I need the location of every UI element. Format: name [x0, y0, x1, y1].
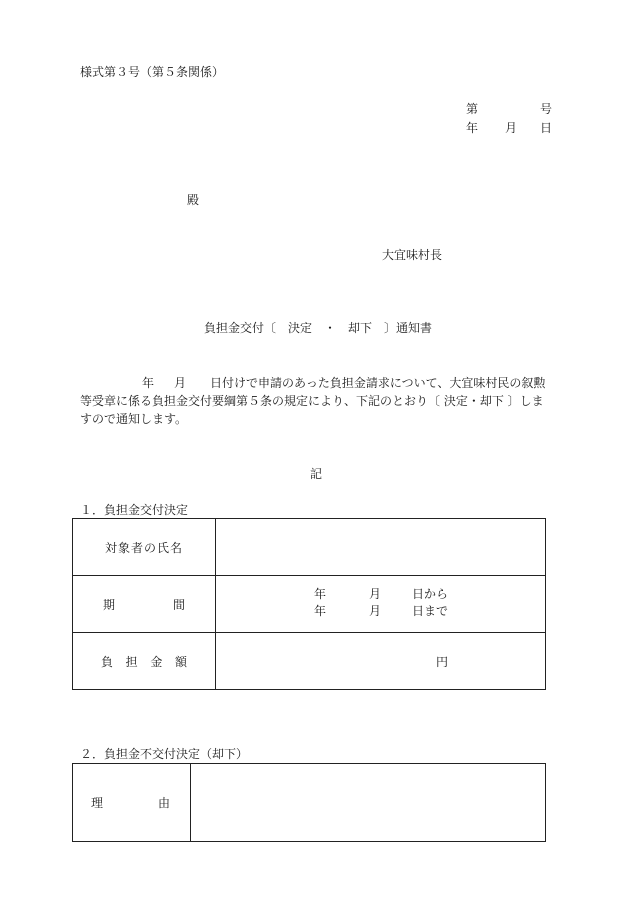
doc-number-suffix: 号	[540, 102, 553, 116]
amount-label-3: 金	[150, 654, 163, 669]
date-day: 日	[540, 121, 553, 135]
section2-heading: ２．負担金不交付決定（却下）	[80, 747, 249, 761]
section1-heading: １．負担金交付決定	[80, 503, 189, 517]
period-value-cell[interactable]	[216, 576, 546, 633]
amount-label-cell	[73, 633, 216, 690]
amount-label-1: 負	[101, 654, 114, 669]
reason-label-1: 理	[91, 796, 104, 810]
amount-row	[73, 633, 546, 690]
period-start-line	[314, 586, 554, 603]
period-end-year: 年	[314, 604, 327, 618]
period-label-1: 期	[103, 597, 116, 612]
body-date-year: 年	[142, 376, 155, 390]
amount-label-2: 担	[125, 654, 138, 669]
period-row	[73, 576, 546, 633]
period-label-cell	[73, 576, 216, 633]
amount-unit: 円	[436, 655, 449, 669]
period-end-line	[314, 603, 554, 620]
date-month: 月	[505, 121, 518, 135]
period-end-day: 日まで	[412, 604, 449, 618]
amount-label-4: 額	[174, 654, 187, 669]
document-title: 負担金交付〔 決定 ・ 却下 〕通知書	[204, 321, 433, 335]
period-start-day: 日から	[412, 587, 449, 601]
form-number: 様式第３号（第５条関係）	[80, 65, 225, 79]
date-year: 年	[466, 121, 479, 135]
amount-value-cell[interactable]	[216, 633, 546, 690]
period-label-2: 間	[172, 597, 185, 612]
reason-value-cell[interactable]	[191, 764, 546, 842]
doc-number-prefix: 第	[466, 102, 479, 116]
issuer: 大宜味村長	[382, 248, 443, 262]
body-date-month: 月	[174, 376, 187, 390]
reason-label-2: 由	[157, 796, 170, 810]
decision-table	[72, 518, 546, 690]
name-label: 対象者の氏名	[73, 519, 216, 576]
addressee-suffix: 殿	[187, 193, 200, 207]
period-end-month: 月	[369, 604, 382, 618]
name-row	[73, 519, 546, 576]
rejection-table	[72, 763, 546, 842]
reason-label-cell	[73, 764, 191, 842]
period-start-year: 年	[314, 587, 327, 601]
name-value-cell[interactable]	[216, 519, 546, 576]
body-text: 日付けで申請のあった負担金請求について、大宜味村民の叙勲等受章に係る負担金交付要綱第５条の規定により、下記のとおり〔 決定・却下 〕しますので通知します。	[80, 376, 546, 426]
period-start-month: 月	[369, 587, 382, 601]
reason-row	[73, 764, 546, 842]
ki-label: 記	[310, 467, 323, 481]
